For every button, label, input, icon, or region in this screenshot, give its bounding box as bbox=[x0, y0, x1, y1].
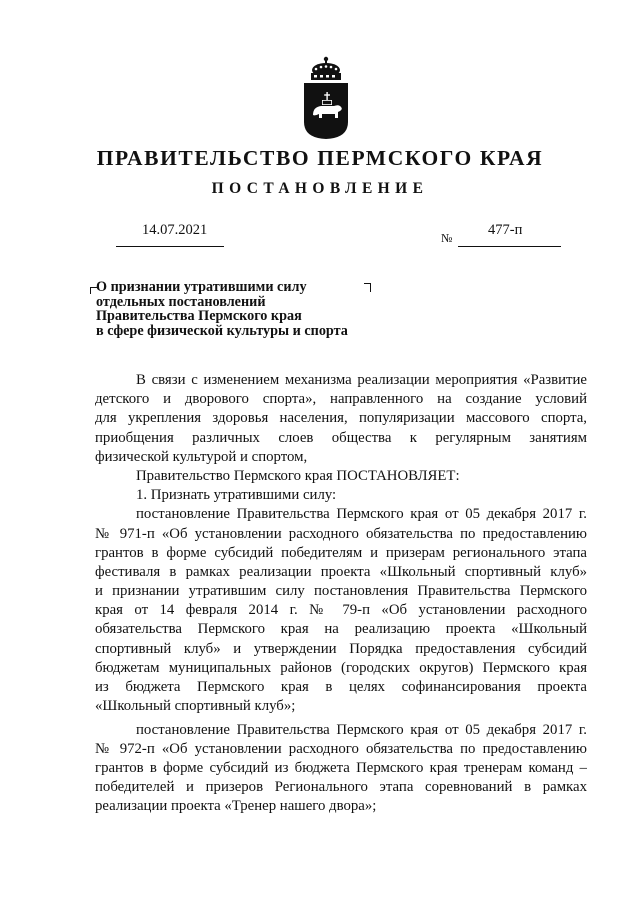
body-line: спортивный клуб» и утверждении Порядка предоставления субсидий bbox=[95, 640, 587, 657]
document-subject bbox=[96, 280, 396, 338]
body-line: победителей и призеров Регионального этапа соревнований в рамках bbox=[95, 779, 587, 796]
body-line: из бюджета Пермского края в целях софинансирования проекта bbox=[95, 679, 587, 696]
perm-krai-coat-of-arms-icon bbox=[301, 56, 351, 140]
body-line: Правительство Пермского края ПОСТАНОВЛЯЕТ: bbox=[136, 467, 460, 484]
government-title: ПРАВИТЕЛЬСТВО ПЕРМСКОГО КРАЯ bbox=[96, 146, 544, 170]
body-line: постановление Правительства Пермского края от 05 декабря 2017 г. bbox=[136, 721, 587, 738]
date-field bbox=[116, 222, 224, 247]
body-line: грантов в форме субсидий из бюджета Пермского края тренерам команд – bbox=[95, 760, 587, 777]
subject-line: Правительства Пермского края bbox=[96, 308, 302, 325]
subject-line: отдельных постановлений bbox=[96, 293, 266, 310]
body-line: приобщения различных слоев общества к регулярным занятиям bbox=[95, 429, 587, 446]
body-line: 1. Признать утратившими силу: bbox=[136, 487, 337, 504]
body-line: постановление Правительства Пермского края от 05 декабря 2017 г. bbox=[136, 506, 587, 523]
subject-line: О признании утратившими силу bbox=[96, 279, 307, 295]
body-line: бюджетам муниципальных районов (городских округов) Пермского края bbox=[95, 659, 587, 676]
document-type: ПОСТАНОВЛЕНИЕ bbox=[211, 180, 429, 197]
body-line: края от 14 февраля 2014 г. № 79-п «Об установлении расходного bbox=[95, 602, 587, 619]
body-line: «Школьный спортивный клуб»; bbox=[95, 698, 296, 715]
document-date: 14.07.2021 bbox=[142, 222, 208, 238]
body-line: и признании утратившим силу постановления Правительства Пермского bbox=[95, 583, 587, 600]
body-line: физической культурой и спортом, bbox=[95, 448, 308, 465]
body-line: фестиваля в рамках реализации проекта «Школьный спортивный клуб» bbox=[95, 563, 587, 580]
document-number: 477-п bbox=[488, 222, 523, 238]
number-field bbox=[458, 222, 561, 247]
body-line: для укрепления здоровья населения, популяризации массового спорта, bbox=[95, 410, 587, 427]
number-sign: № bbox=[441, 231, 453, 245]
body-line: № 972-п «Об установлении расходного обязательства по предоставлению bbox=[95, 740, 587, 757]
body-line: В связи с изменением механизма реализации мероприятия «Развитие bbox=[136, 372, 587, 388]
body-line: обязательства Пермского края на реализацию проекта «Школьный bbox=[95, 621, 587, 638]
body-line: № 971-п «Об установлении расходного обязательства по предоставлению bbox=[95, 525, 587, 542]
body-line: грантов в форме субсидий победителям и призерам регионального этапа bbox=[95, 544, 587, 561]
document-body bbox=[95, 371, 587, 817]
body-line: детского и дворового спорта», направленного на создание условий bbox=[95, 391, 587, 408]
body-line: реализации проекта «Тренер нашего двора»; bbox=[95, 798, 377, 815]
subject-line: в сфере физической культуры и спорта bbox=[96, 322, 348, 339]
